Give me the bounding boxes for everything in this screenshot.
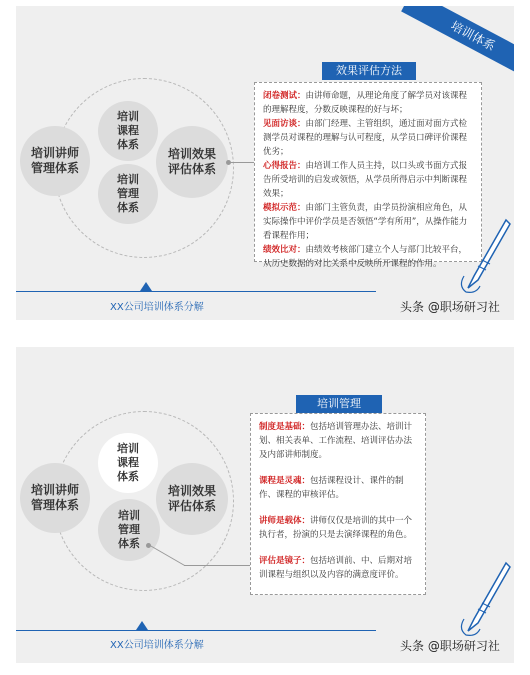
panel-paragraph bbox=[259, 514, 417, 542]
footer-line bbox=[16, 291, 376, 292]
paragraph-text: 由部门经理、主管组织，通过面对面方式检测学员对课程的理解与认可程度，从学员口碑评价课程优劣； bbox=[263, 119, 468, 157]
circle-course-system: 培训 课程 体系 bbox=[98, 433, 158, 493]
circle-effect-evaluation: 培训效果 评估体系 bbox=[156, 463, 228, 535]
circle-course-system: 培训 课程 体系 bbox=[98, 101, 158, 161]
paragraph-text: 由培训工作人员主持，以口头或书面方式报告所受培训的启发或领悟，从学员所得启示中判断课程效果； bbox=[263, 161, 468, 199]
footer-text: XX公司培训体系分解 bbox=[110, 640, 204, 651]
circle-trainer-management: 培训讲师 管理体系 bbox=[20, 126, 90, 196]
paragraph-key: 见面访谈： bbox=[263, 119, 306, 129]
corner-ribbon: 培训体系 bbox=[401, 6, 514, 82]
panel-paragraph bbox=[259, 420, 417, 462]
panel-paragraph bbox=[263, 159, 473, 201]
circle-effect-evaluation: 培训效果 评估体系 bbox=[156, 126, 228, 198]
paragraph-key: 制度是基础： bbox=[259, 422, 311, 432]
paragraph-text: 包括培训管理办法、培训计划、相关表单、工作流程、培训评估办法及内部讲师制度。 bbox=[259, 422, 413, 460]
panel-paragraph bbox=[263, 117, 473, 159]
panel-paragraph bbox=[263, 89, 473, 117]
paragraph-key: 模拟示范： bbox=[263, 203, 306, 213]
paragraph-key: 评估是镜子： bbox=[259, 556, 311, 566]
paragraph-text: 由绩效考核部门建立个人与部门比较平台，从历史数据的对比关系中反映所开课程的作用。 bbox=[263, 245, 468, 269]
panel-paragraph bbox=[263, 243, 473, 271]
connector-line bbox=[230, 162, 254, 163]
paragraph-key: 课程是灵魂： bbox=[259, 476, 311, 486]
slide-1 bbox=[16, 6, 514, 320]
paragraph-text: 包括课程设计、课件的制作、课程的审核评估。 bbox=[259, 476, 404, 500]
slide-2 bbox=[16, 347, 514, 663]
paragraph-text: 讲师仅仅是培训的其中一个执行者，扮演的只是去演绎课程的角色。 bbox=[259, 516, 413, 540]
pen-icon bbox=[456, 216, 512, 296]
watermark: 头条 @职场研习社 bbox=[400, 300, 500, 314]
panel-paragraph bbox=[259, 554, 417, 582]
paragraph-key: 绩效比对： bbox=[263, 245, 306, 255]
circle-management-system: 培训 管理 体系 bbox=[98, 164, 158, 224]
footer-triangle bbox=[140, 282, 152, 291]
paragraph-key: 闭卷测试： bbox=[263, 91, 306, 101]
evaluation-methods-panel bbox=[254, 82, 482, 269]
paragraph-text: 由部门主管负责，由学员扮演相应角色，从实际操作中评价学员是否领悟“学有所用”，从操作能力看课程作用； bbox=[263, 203, 468, 241]
footer-text: XX公司培训体系分解 bbox=[110, 302, 204, 313]
paragraph-key: 心得报告： bbox=[263, 161, 306, 171]
panel-title: 效果评估方法 bbox=[322, 62, 416, 80]
paragraph-text: 由讲师命题，从理论角度了解学员对该课程的理解程度，分数反映课程的好与坏； bbox=[263, 91, 468, 115]
panel-paragraph bbox=[259, 474, 417, 502]
training-management-panel bbox=[250, 413, 426, 595]
pen-icon bbox=[456, 559, 512, 639]
paragraph-text: 包括培训前、中、后期对培训课程与组织以及内容的满意度评价。 bbox=[259, 556, 413, 580]
connector-line bbox=[184, 565, 250, 566]
paragraph-key: 讲师是载体： bbox=[259, 516, 311, 526]
panel-paragraph bbox=[263, 201, 473, 243]
circle-trainer-management: 培训讲师 管理体系 bbox=[20, 463, 90, 533]
panel-title: 培训管理 bbox=[296, 395, 382, 413]
footer-line bbox=[16, 630, 376, 631]
watermark: 头条 @职场研习社 bbox=[400, 639, 500, 653]
circle-management-system: 培训 管理 体系 bbox=[98, 499, 160, 561]
footer-triangle bbox=[136, 621, 148, 630]
